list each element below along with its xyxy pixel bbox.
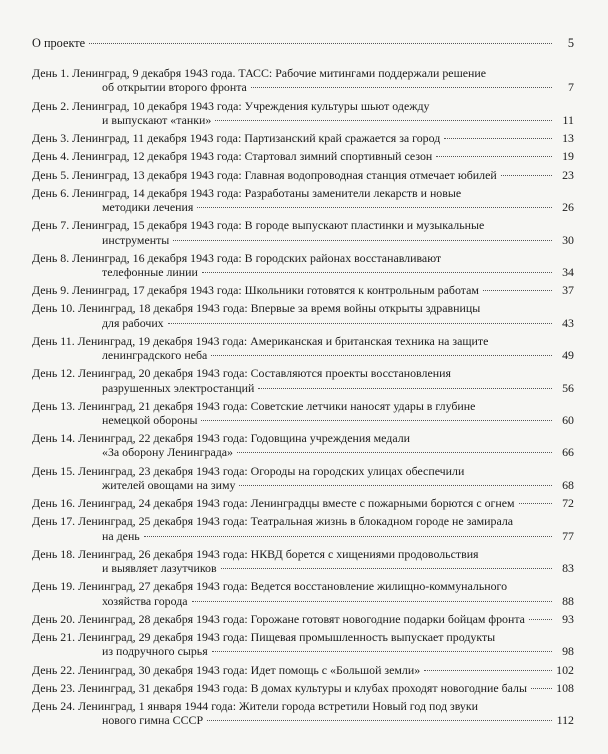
- toc-page-number: 23: [562, 167, 574, 182]
- toc-entry-title-continuation: ленинградского неба: [102, 348, 208, 363]
- toc-page-number: 98: [562, 644, 574, 659]
- toc-page-number: 19: [562, 149, 574, 164]
- toc-page-number: 49: [562, 348, 574, 363]
- toc-entry-title: День 22. Ленинград, 30 декабря 1943 года: Идет помощь с «Большой земли»: [32, 662, 421, 677]
- toc-entry-title-continuation: об открытии второго фронта: [102, 80, 247, 95]
- toc-entry-title-continuation: немецкой обороны: [102, 413, 198, 428]
- dot-leader: [501, 175, 552, 176]
- toc-entry-title: День 21. Ленинград, 29 декабря 1943 года: Пищевая промышленность выпускает продукты: [32, 630, 496, 645]
- dot-leader: [168, 323, 552, 324]
- toc-entry-title-continuation: из подручного сырья: [102, 644, 208, 659]
- dot-leader: [192, 601, 552, 602]
- toc-entry[interactable]: [32, 218, 576, 246]
- toc-entry-title: День 16. Ленинград, 24 декабря 1943 года: Ленинградцы вместе с пожарными борются с огнем: [32, 496, 515, 511]
- toc-page-number: 26: [562, 200, 574, 215]
- toc-entry-title: День 1. Ленинград, 9 декабря 1943 года. ТАСС: Рабочие митингами поддержали решение: [32, 66, 487, 81]
- toc-entry-about[interactable]: [32, 36, 576, 50]
- toc-page-number: 83: [562, 561, 574, 576]
- toc-row: [32, 478, 576, 492]
- toc-row: [32, 131, 576, 145]
- toc-row: [32, 233, 576, 247]
- toc-entry-title-continuation: и выявляет лазутчиков: [102, 561, 217, 576]
- toc-entry[interactable]: [32, 251, 576, 279]
- toc-entry-title: День 3. Ленинград, 11 декабря 1943 года: Партизанский край сражается за город: [32, 131, 441, 146]
- toc-row: [32, 445, 576, 459]
- dot-leader: [483, 290, 552, 291]
- dot-leader: [239, 485, 552, 486]
- toc-row: [32, 594, 576, 608]
- toc-row: [32, 168, 576, 182]
- toc-page-number: 30: [562, 232, 574, 247]
- toc-entry[interactable]: [32, 186, 576, 214]
- dot-leader: [436, 156, 552, 157]
- dot-leader: [197, 207, 552, 208]
- dot-leader: [221, 568, 552, 569]
- toc-entry-title: День 24. Ленинград, 1 января 1944 года: Жители города встретили Новый год под звуки: [32, 699, 478, 713]
- toc-entry[interactable]: [32, 514, 576, 542]
- toc-page-number: 93: [562, 611, 574, 626]
- dot-leader: [211, 355, 552, 356]
- toc-entry-title-continuation: телефонные линии: [102, 264, 198, 279]
- toc-entry-title: День 7. Ленинград, 15 декабря 1943 года: В городе выпускают пластинки и музыкальные: [32, 218, 485, 233]
- toc-entry-title: День 9. Ленинград, 17 декабря 1943 года: Школьники готовятся к контрольным работам: [32, 283, 479, 298]
- toc-page-number: 112: [556, 713, 574, 728]
- toc-page-number: 5: [567, 36, 574, 50]
- toc-entry[interactable]: [32, 301, 576, 329]
- dot-leader: [89, 43, 552, 44]
- toc-entry[interactable]: [32, 366, 576, 394]
- toc-entry-title-continuation: на день: [102, 528, 140, 543]
- toc-entry-title-continuation: методики лечения: [102, 200, 194, 215]
- toc-entry-title-continuation: разрушенных электростанций: [102, 380, 255, 395]
- toc-row: [32, 316, 576, 330]
- toc-row: [32, 283, 576, 297]
- dot-leader: [202, 272, 552, 273]
- toc-entry[interactable]: [32, 131, 576, 145]
- dot-leader: [531, 688, 552, 689]
- toc-entry-title: День 2. Ленинград, 10 декабря 1943 года: Учреждения культуры шьют одежду: [32, 98, 430, 113]
- toc-entry[interactable]: [32, 283, 576, 297]
- toc-entry-title: День 14. Ленинград, 22 декабря 1943 года: Годовщина учреждения медали: [32, 431, 411, 446]
- dot-leader: [212, 651, 552, 652]
- toc-entry-title: День 18. Ленинград, 26 декабря 1943 года: НКВД борется с хищениями продовольствия: [32, 546, 479, 561]
- toc-page-number: 11: [562, 112, 574, 127]
- toc-row: [32, 36, 576, 50]
- toc-entry[interactable]: [32, 464, 576, 492]
- toc-page-number: 60: [562, 413, 574, 428]
- toc-page-number: 108: [556, 680, 574, 695]
- toc-entry-title-continuation: для рабочих: [102, 315, 164, 330]
- dot-leader: [144, 536, 552, 537]
- toc-entry[interactable]: [32, 496, 576, 510]
- toc-entry-title: День 11. Ленинград, 19 декабря 1943 года: Американская и британская техника на защите: [32, 333, 489, 348]
- toc-entry-title: День 13. Ленинград, 21 декабря 1943 года: Советские летчики наносят удары в глубине: [32, 398, 476, 413]
- toc-entry-title: О проекте: [32, 36, 86, 50]
- toc-entry-title-continuation: хозяйства города: [102, 593, 188, 608]
- toc-row: [32, 681, 576, 695]
- toc-row: [32, 529, 576, 543]
- toc-page-number: 56: [562, 380, 574, 395]
- dot-leader: [173, 240, 552, 241]
- toc-entry[interactable]: [32, 579, 576, 607]
- toc-entry-title-continuation: и выпускают «танки»: [102, 112, 212, 127]
- toc-row: [32, 713, 576, 727]
- toc-entry-title: День 4. Ленинград, 12 декабря 1943 года: Стартовал зимний спортивный сезон: [32, 149, 433, 164]
- toc-row: [32, 348, 576, 362]
- toc-page-number: 7: [568, 80, 574, 95]
- toc-entry-title-continuation: «За оборону Ленинграда»: [102, 445, 233, 460]
- toc-page-number: 102: [556, 662, 574, 677]
- toc-entry-title: День 10. Ленинград, 18 декабря 1943 года: Впервые за время войны открыты здравницы: [32, 301, 481, 316]
- toc-page-number: 72: [562, 496, 574, 511]
- toc-page-number: 88: [562, 593, 574, 608]
- dot-leader: [251, 87, 552, 88]
- toc-entry-title: День 6. Ленинград, 14 декабря 1943 года: Разработаны заменители лекарств и новые: [32, 185, 462, 200]
- toc-entry-title: День 15. Ленинград, 23 декабря 1943 года: Огороды на городских улицах обеспечили: [32, 463, 465, 478]
- dot-leader: [258, 388, 552, 389]
- toc-entry[interactable]: [32, 630, 576, 658]
- toc-entry-title: День 8. Ленинград, 16 декабря 1943 года: В городских районах восстанавливают: [32, 250, 442, 265]
- toc-page-number: 66: [562, 445, 574, 460]
- toc-page-number: 68: [562, 477, 574, 492]
- toc-row: [32, 612, 576, 626]
- dot-leader: [444, 138, 552, 139]
- toc-row: [32, 496, 576, 510]
- toc-entry[interactable]: [32, 431, 576, 459]
- toc-entry[interactable]: [32, 612, 576, 626]
- toc-row: [32, 561, 576, 575]
- dot-leader: [237, 452, 552, 453]
- toc-entry[interactable]: [32, 547, 576, 575]
- toc-page-number: 13: [562, 131, 574, 146]
- toc-page-number: 77: [562, 528, 574, 543]
- toc-entry[interactable]: [32, 168, 576, 182]
- toc-entry-title-continuation: нового гимна СССР: [102, 713, 204, 728]
- toc-entry[interactable]: [32, 66, 576, 94]
- toc-entry[interactable]: [32, 99, 576, 127]
- dot-leader: [207, 720, 552, 721]
- dot-leader: [424, 670, 552, 671]
- toc-row: [32, 663, 576, 677]
- toc-entry[interactable]: [32, 663, 576, 677]
- toc-entry[interactable]: [32, 699, 576, 727]
- toc-row: [32, 265, 576, 279]
- toc-row: [32, 413, 576, 427]
- toc-entry-title: День 23. Ленинград, 31 декабря 1943 года: В домах культуры и клубах проходят новогодние балы: [32, 680, 527, 695]
- table-of-contents: [32, 36, 576, 727]
- toc-entry[interactable]: [32, 681, 576, 695]
- toc-entry-title-continuation: жителей овощами на зиму: [102, 477, 236, 492]
- dot-leader: [529, 619, 552, 620]
- toc-entry[interactable]: [32, 334, 576, 362]
- dot-leader: [519, 503, 552, 504]
- toc-row: [32, 80, 576, 94]
- toc-row: [32, 149, 576, 163]
- toc-entry[interactable]: [32, 149, 576, 163]
- toc-row: [32, 381, 576, 395]
- toc-entry-title: День 5. Ленинград, 13 декабря 1943 года: Главная водопроводная станция отмечает юбилей: [32, 167, 497, 182]
- toc-row: [32, 200, 576, 214]
- dot-leader: [201, 420, 552, 421]
- toc-page-number: 43: [562, 315, 574, 330]
- toc-entry-title: День 12. Ленинград, 20 декабря 1943 года: Составляются проекты восстановления: [32, 366, 451, 381]
- toc-entry[interactable]: [32, 399, 576, 427]
- toc-row: [32, 113, 576, 127]
- toc-entry-title: День 17. Ленинград, 25 декабря 1943 года: Театральная жизнь в блокадном городе не замирала: [32, 514, 514, 529]
- toc-entry-title: День 20. Ленинград, 28 декабря 1943 года: Горожане готовят новогодние подарки бойцам фронта: [32, 611, 525, 626]
- toc-page-number: 34: [562, 264, 574, 279]
- dot-leader: [215, 120, 552, 121]
- toc-row: [32, 644, 576, 658]
- toc-entry-title-continuation: инструменты: [102, 232, 170, 247]
- toc-entry-title: День 19. Ленинград, 27 декабря 1943 года: Ведется восстановление жилищно-коммунального: [32, 579, 508, 594]
- toc-page-number: 37: [562, 283, 574, 298]
